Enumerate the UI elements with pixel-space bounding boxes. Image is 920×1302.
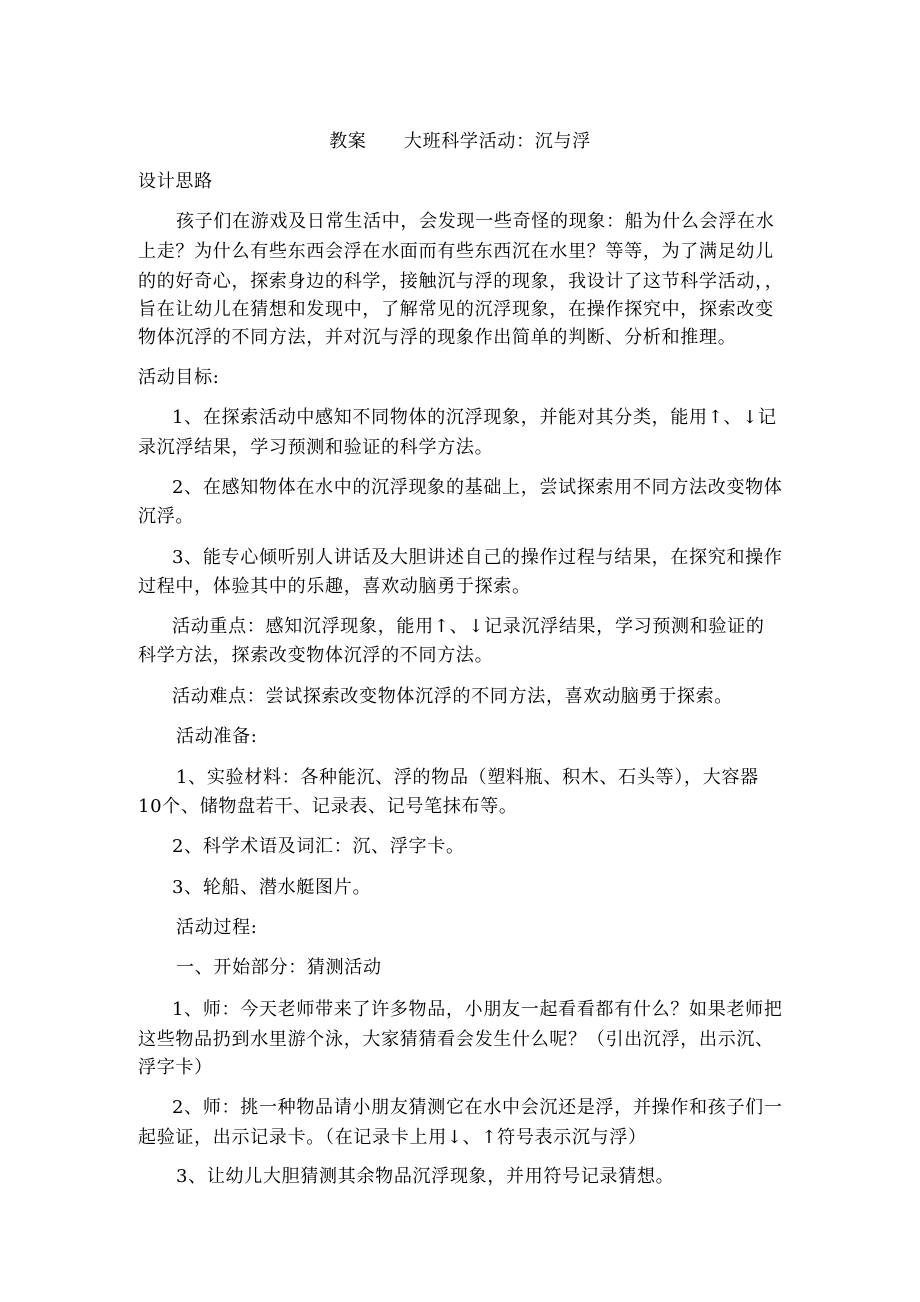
goal-item: 过程中，体验其中的乐趣，喜欢动脑勇于探索。 bbox=[138, 576, 531, 597]
process-step: 1、师：今天老师带来了许多物品，小朋友一起看看都有什么？如果老师把 bbox=[172, 999, 783, 1020]
process-part-heading: 一、开始部分：猜测活动 bbox=[176, 957, 382, 978]
section-heading-prep: 活动准备: bbox=[176, 726, 258, 747]
goal-item: 3、能专心倾听别人讲话及大胆讲述自己的操作过程与结果，在探究和操作 bbox=[172, 547, 783, 568]
section-heading-process: 活动过程: bbox=[176, 917, 258, 938]
section-heading-goals: 活动目标: bbox=[138, 367, 220, 388]
goal-item: 沉浮。 bbox=[138, 506, 195, 527]
process-step: 起验证，出示记录卡。（在记录卡上用↓、↑符号表示沉与浮） bbox=[138, 1127, 647, 1148]
page-title: 教案 大班科学活动：沉与浮 bbox=[329, 131, 591, 152]
goal-item: 1、在探索活动中感知不同物体的沉浮现象，并能对其分类，能用↑、↓记 bbox=[172, 407, 777, 428]
prep-item: 2、科学术语及词汇：沉、浮字卡。 bbox=[172, 836, 465, 857]
prep-item: 10个、储物盘若干、记录表、记号笔抹布等。 bbox=[138, 796, 518, 817]
paragraph-line: 的的好奇心，探索身边的科学，接触沉与浮的现象，我设计了这节科学活动，， bbox=[138, 271, 784, 292]
prep-item: 3、轮船、潜水艇图片。 bbox=[172, 877, 372, 898]
process-step: 2、师：挑一种物品请小朋友猜测它在水中会沉还是浮，并操作和孩子们一 bbox=[172, 1097, 783, 1118]
process-step: 浮字卡） bbox=[138, 1057, 213, 1078]
paragraph-line: 旨在让幼儿在猜想和发现中，了解常见的沉浮现象，在操作探究中，探索改变 bbox=[138, 299, 774, 320]
process-step: 3、让幼儿大胆猜测其余物品沉浮现象，并用符号记录猜想。 bbox=[176, 1166, 675, 1187]
goal-item: 录沉浮结果，学习预测和验证的科学方法。 bbox=[138, 437, 494, 458]
difficulty-line: 活动难点：尝试探索改变物体沉浮的不同方法，喜欢动脑勇于探索。 bbox=[172, 686, 733, 707]
focus-line: 活动重点：感知沉浮现象，能用↑、↓记录沉浮结果，学习预测和验证的 bbox=[172, 616, 765, 637]
paragraph-line: 上走？为什么有些东西会浮在水面而有些东西沉在水里？等等，为了满足幼儿 bbox=[138, 241, 774, 262]
goal-item: 2、在感知物体在水中的沉浮现象的基础上，尝试探索用不同方法改变物体 bbox=[172, 477, 783, 498]
paragraph-line: 孩子们在游戏及日常生活中，会发现一些奇怪的现象：船为什么会浮在水 bbox=[176, 211, 775, 232]
process-step: 这些物品扔到水里游个泳，大家猜猜看会发生什么呢？（引出沉浮，出示沉、 bbox=[138, 1029, 774, 1050]
section-heading-design: 设计思路 bbox=[138, 171, 213, 192]
focus-line: 科学方法，探索改变物体沉浮的不同方法。 bbox=[138, 645, 494, 666]
prep-item: 1、实验材料：各种能沉、浮的物品（塑料瓶、积木、石头等），大容器 bbox=[176, 767, 759, 788]
paragraph-line: 物体沉浮的不同方法，并对沉与浮的现象作出简单的判断、分析和推理。 bbox=[138, 327, 737, 348]
